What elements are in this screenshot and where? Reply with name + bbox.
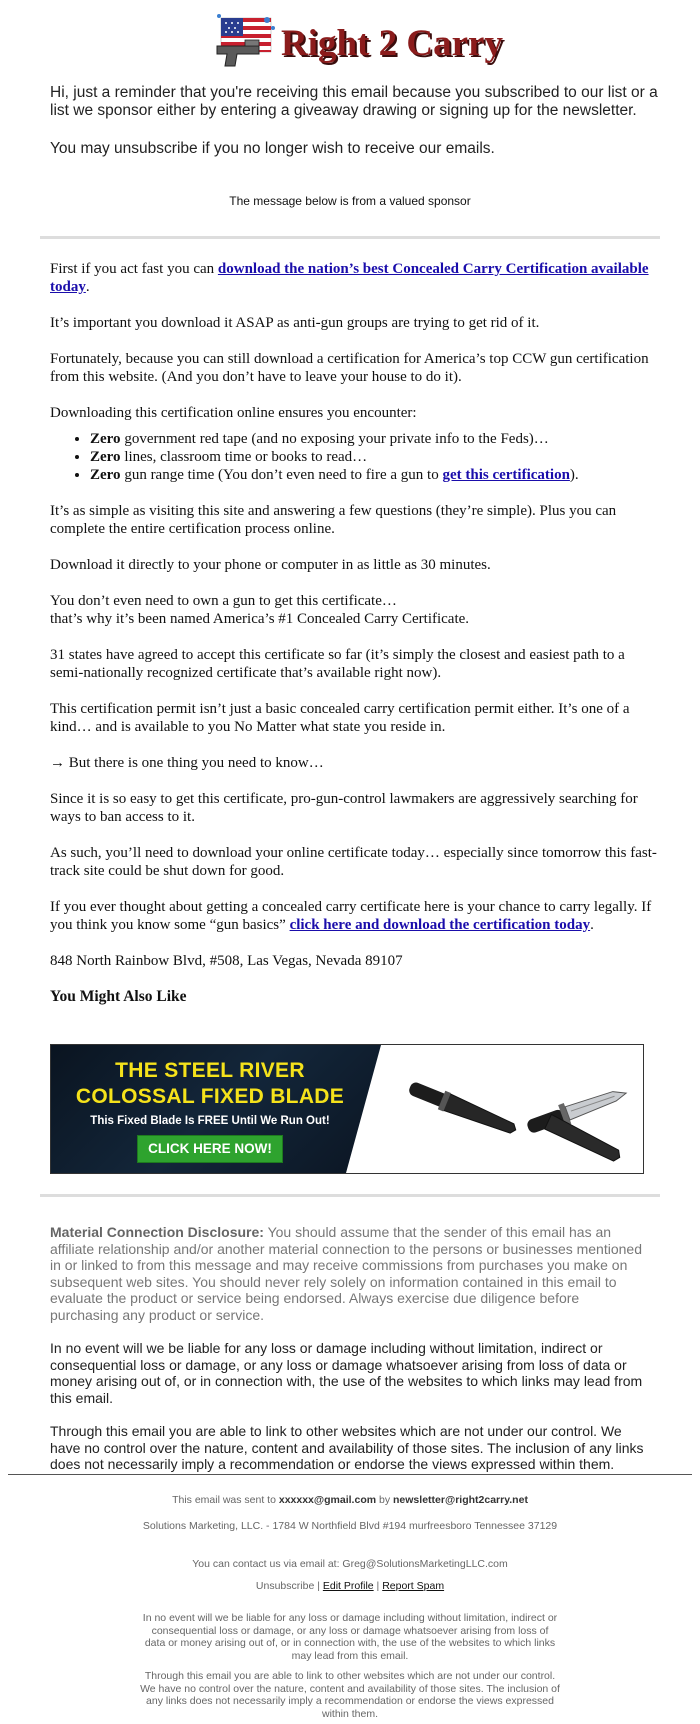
material-disclosure: Material Connection Disclosure: You should assume that the sender of this email has an affiliate relationship and/or another material connection to the persons or businesses mentioned in or linked to from this message and may receive commissions from purchases you make on subsequent web sites. You should never rely solely on information contained in this email to evaluate the product or service being endorsed. Always exercise due diligence before purchasing any product or service.: [50, 1224, 642, 1323]
body-paragraph: First if you act fast you can download the nation’s best Concealed Carry Certification available today.: [50, 261, 649, 295]
intro-section: [50, 84, 660, 158]
fixed-blade-knife-icon: [386, 1055, 636, 1165]
body-paragraph: → But there is one thing you need to know…: [50, 755, 324, 771]
download-certification-link[interactable]: download the nation’s best Concealed Carry Certification available today: [50, 261, 649, 295]
also-like-heading: You Might Also Like: [50, 988, 187, 1005]
body-paragraph: As such, you’ll need to download your online certificate today… especially since tomorrow this fast-track site could be shut down for good.: [50, 845, 657, 879]
footer-legal-2: Through this email you are able to link to other websites which are not under our control. We have no control over the nature, content and availability of those sites. The inclusion of any links does not necessarily imply a recommendation or endorse the views expressed within them.: [140, 1670, 560, 1720]
unsubscribe-notice: You may unsubscribe if you no longer wish to receive our emails.: [50, 140, 495, 157]
report-spam-link[interactable]: Report Spam: [382, 1580, 445, 1592]
disclosure-section: [50, 1224, 650, 1490]
list-item: • Zero gun range time (You don’t even need to fire a gun to get this certification).: [90, 466, 660, 484]
sponsor-address: 848 North Rainbow Blvd, #508, Las Vegas, Nevada 89107: [50, 953, 403, 969]
sponsor-notice: The message below is from a valued sponsor: [229, 194, 471, 208]
get-certification-link[interactable]: get this certification: [442, 467, 570, 483]
footer-divider: [8, 1474, 692, 1475]
click-here-now-button[interactable]: CLICK HERE NOW!: [137, 1135, 283, 1163]
edit-profile-link[interactable]: Edit Profile: [322, 1580, 374, 1592]
body-paragraph: It’s important you download it ASAP as anti-gun groups are trying to get rid of it.: [50, 315, 540, 331]
banner-headline-2: COLOSSAL FIXED BLADE: [75, 1085, 345, 1108]
unsubscribe-link[interactable]: Unsubscribe: [255, 1580, 315, 1592]
sponsor-message: [50, 260, 660, 1020]
divider: [40, 1194, 660, 1197]
liability-notice: In no event will we be liable for any loss or damage including without limitation, indirect or consequential loss or damage, or any loss or damage whatsoever arising from loss of data or money arising out of, or in connection with, the use of the websites to which links may lead from this email.: [50, 1340, 643, 1406]
body-paragraph: It’s as simple as visiting this site and answering a few questions (they’re simple). Plus you can complete the entire certification process online.: [50, 503, 617, 537]
intro-paragraph: Hi, just a reminder that you're receiving this email because you subscribed to our list or a list we sponsor either by entering a giveaway drawing or signing up for the newsletter.: [50, 84, 658, 119]
contact-line: You can contact us via email at: Greg@SolutionsMarketingLLC.com: [192, 1558, 508, 1570]
banner-subline: This Fixed Blade Is FREE Until We Run Out!: [90, 1115, 330, 1127]
divider: [40, 236, 660, 239]
body-paragraph: Since it is so easy to get this certificate, pro-gun-control lawmakers are aggressively searching for ways to ban access to it.: [50, 791, 638, 825]
body-paragraph: You don’t even need to own a gun to get this certificate… that’s why it’s been named America’s #1 Concealed Carry Certificate.: [50, 593, 470, 627]
flag-and-pistol-icon: [215, 10, 281, 72]
external-links-notice: Through this email you are able to link to other websites which are not under our control. We have no control over the nature, content and availability of those sites. The inclusion of any links does not necessarily imply a recommendation or endorse the views expressed within them.: [50, 1423, 644, 1472]
knife-ad-banner[interactable]: [50, 1044, 644, 1174]
body-paragraph: 31 states have agreed to accept this certificate so far (it’s simply the closest and easiest path to a semi-nationally recognized certificate that’s available right now).: [50, 647, 625, 681]
benefit-list: [50, 430, 660, 484]
list-item: • Zero lines, classroom time or books to read…: [90, 448, 660, 466]
company-address: Solutions Marketing, LLC. - 1784 W Northfield Blvd #194 murfreesboro Tennessee 37129: [142, 1520, 558, 1532]
logo-text: Right 2 Carry: [281, 23, 503, 64]
right2carry-logo[interactable]: [215, 10, 503, 72]
footer-legal-1: In no event will we be liable for any loss or damage including without limitation, indirect or consequential loss or damage, or any loss or damage whatsoever arising from loss of data or money arising out of, or in connection with, the use of the websites to which links may lead from this email.: [142, 1612, 558, 1662]
body-paragraph: Downloading this certification online ensures you encounter:: [50, 405, 417, 421]
body-paragraph: Fortunately, because you can still download a certification for America’s top CCW gun certification from this website. (And you don’t have to leave your house to do it).: [50, 351, 649, 385]
banner-headline-1: THE STEEL RIVER: [115, 1059, 305, 1082]
body-paragraph: This certification permit isn’t just a basic concealed carry certification permit either. It’s one of a kind… and is available to you No Matter what state you reside in.: [50, 701, 630, 735]
body-paragraph: If you ever thought about getting a concealed carry certificate here is your chance to carry legally. If you think you know some “gun basics” click here and download the certification today.: [50, 899, 652, 933]
body-paragraph: Download it directly to your phone or computer in as little as 30 minutes.: [50, 557, 491, 573]
sent-to-line: This email was sent to xxxxxx@gmail.com by newsletter@right2carry.net: [172, 1494, 528, 1506]
footer-links: Unsubscribe | Edit Profile | Report Spam: [255, 1580, 445, 1592]
list-item: • Zero government red tape (and no exposing your private info to the Feds)…: [90, 430, 660, 448]
download-today-link[interactable]: click here and download the certification today: [289, 917, 591, 933]
